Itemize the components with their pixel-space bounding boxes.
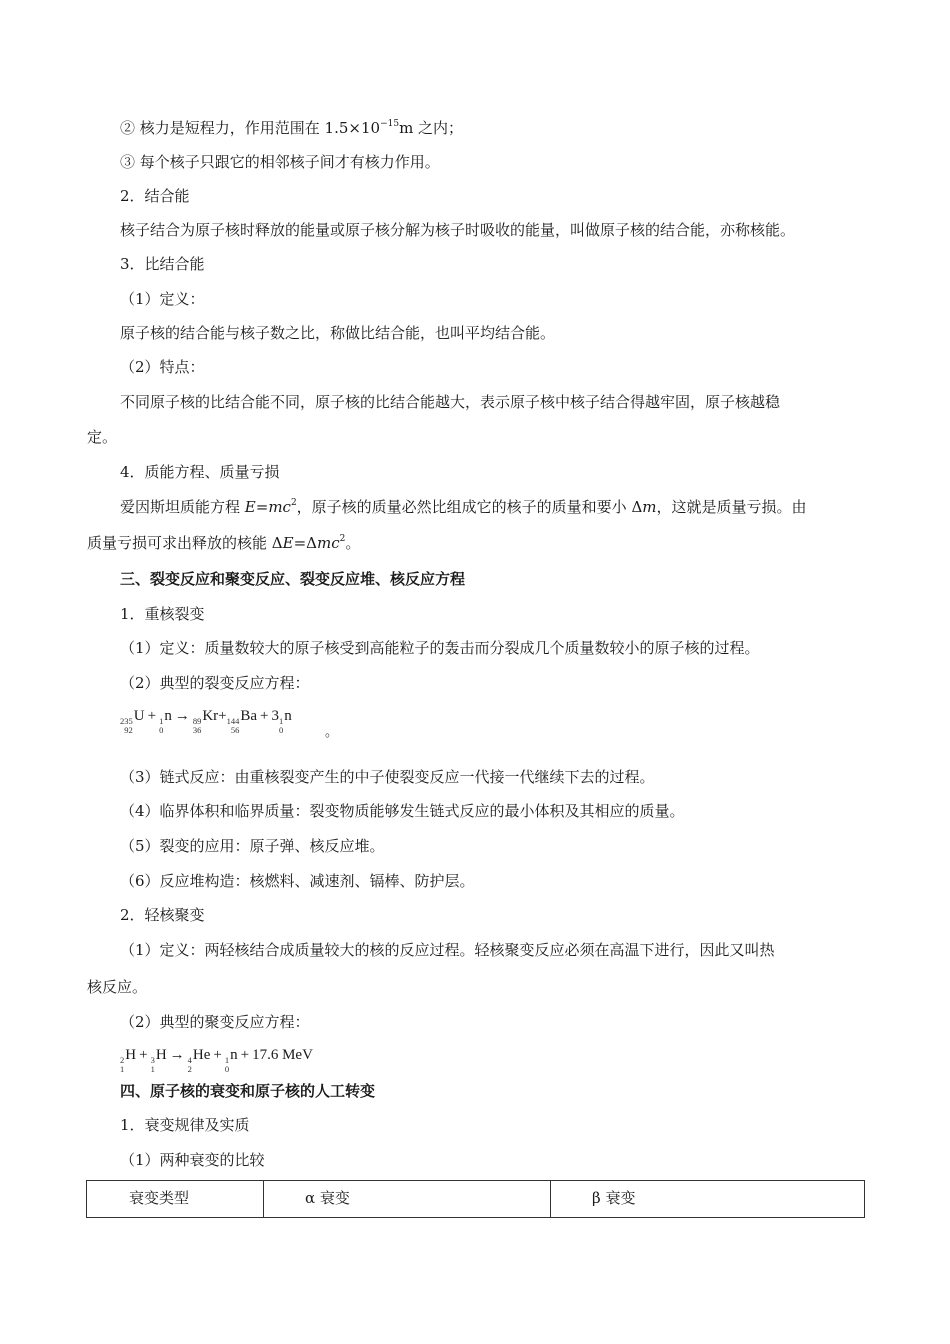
- decay-comparison-table: [86, 1180, 865, 1218]
- section-heading-fission-fusion: 三、裂变反应和聚变反应、裂变反应堆、核反应方程: [120, 570, 466, 588]
- definition-text: 原子核的结合能与核子数之比，称做比结合能，也叫平均结合能。: [120, 324, 556, 342]
- decay-comparison-label: （1）两种衰变的比较: [120, 1151, 265, 1169]
- nuclear-force-range-line: ② 核力是短程力，作用范围在 $1.5\times 10^{-15}m$ 之内；: [120, 119, 464, 137]
- nuclear-force-neighbor-line: ③ 每个核子只跟它的相邻核子间才有核力作用。: [120, 153, 440, 171]
- fission-equation: 235 92 U + 1 0 n → 89 36 Kr+ 144 56 Ba + 3 1 0 n: [120, 705, 292, 735]
- deuterium-nuclide: 2 1 H: [120, 1047, 137, 1074]
- feature-text-line-1: 不同原子核的比结合能不同，原子核的比结合能越大，表示原子核中核子结合得越牢固，原子核越稳: [120, 393, 781, 411]
- mass-energy-text-line-2: 质量亏损可求出释放的核能 ΔE=Δmc$^2$。: [87, 534, 361, 552]
- fission-equation-label: （2）典型的裂变反应方程：: [120, 674, 310, 692]
- heading-specific-binding-energy: 3．比结合能: [120, 255, 205, 273]
- neutron-nuclide: 1 0 n: [279, 708, 292, 735]
- table-header-cell: β 衰变: [551, 1181, 865, 1218]
- uranium-nuclide: 235 92 U: [120, 708, 145, 735]
- fusion-energy: 17.6 MeV: [252, 1047, 313, 1063]
- fusion-definition-line-2: 核反应。: [87, 978, 148, 996]
- table-header-row: [87, 1181, 865, 1218]
- fission-equation-period: 。: [325, 725, 339, 740]
- heading-decay-law: 1．衰变规律及实质: [120, 1116, 250, 1134]
- critical-mass-text: （4）临界体积和临界质量：裂变物质能够发生链式反应的最小体积及其相应的质量。: [120, 802, 685, 820]
- section-heading-decay: 四、原子核的衰变和原子核的人工转变: [120, 1082, 376, 1100]
- table-header-cell: α 衰变: [264, 1181, 551, 1218]
- reaction-arrow: →: [169, 1047, 185, 1063]
- heading-heavy-fission: 1．重核裂变: [120, 605, 205, 623]
- neutron-nuclide: 1 0 n: [224, 1047, 238, 1074]
- mass-energy-text-line-1: 爱因斯坦质能方程 $E=mc^2$，原子核的质量必然比组成它的核子的质量和要小 Δm，这就是质量亏损。由: [120, 498, 807, 516]
- helium-nuclide: 4 2 He: [187, 1047, 211, 1074]
- krypton-nuclide: 89 36 Kr: [192, 708, 219, 735]
- feature-text-line-2: 定。: [87, 428, 118, 446]
- binding-energy-text: 核子结合为原子核时释放的能量或原子核分解为核子时吸收的能量，叫做原子核的结合能，亦称核能。: [120, 221, 796, 239]
- barium-nuclide: 144 56 Ba: [226, 708, 258, 735]
- fission-definition: （1）定义：质量数较大的原子核受到高能粒子的轰击而分裂成几个质量数较小的原子核的过程。: [120, 639, 760, 657]
- fusion-equation-label: （2）典型的聚变反应方程：: [120, 1013, 310, 1031]
- definition-label: （1）定义：: [120, 290, 205, 308]
- reaction-arrow: →: [174, 708, 190, 724]
- chain-reaction-text: （3）链式反应：由重核裂变产生的中子使裂变反应一代接一代继续下去的过程。: [120, 768, 655, 786]
- heading-light-fusion: 2．轻核聚变: [120, 906, 205, 924]
- fusion-equation: 2 1 H + 3 1 H → 4 2 He + 1 0 n + 17.6 MeV: [120, 1044, 313, 1074]
- heading-binding-energy: 2．结合能: [120, 187, 190, 205]
- tritium-nuclide: 3 1 H: [150, 1047, 167, 1074]
- feature-label: （2）特点：: [120, 358, 205, 376]
- fusion-definition-line-1: （1）定义：两轻核结合成质量较大的核的反应过程。轻核聚变反应必须在高温下进行，因此又叫热: [120, 941, 775, 959]
- heading-mass-energy: 4．质能方程、质量亏损: [120, 463, 280, 481]
- table-header-cell: 衰变类型: [87, 1181, 264, 1218]
- fission-application-text: （5）裂变的应用：原子弹、核反应堆。: [120, 837, 385, 855]
- reactor-structure-text: （6）反应堆构造：核燃料、减速剂、镉棒、防护层。: [120, 872, 475, 890]
- neutron-nuclide: 1 0 n: [159, 708, 172, 735]
